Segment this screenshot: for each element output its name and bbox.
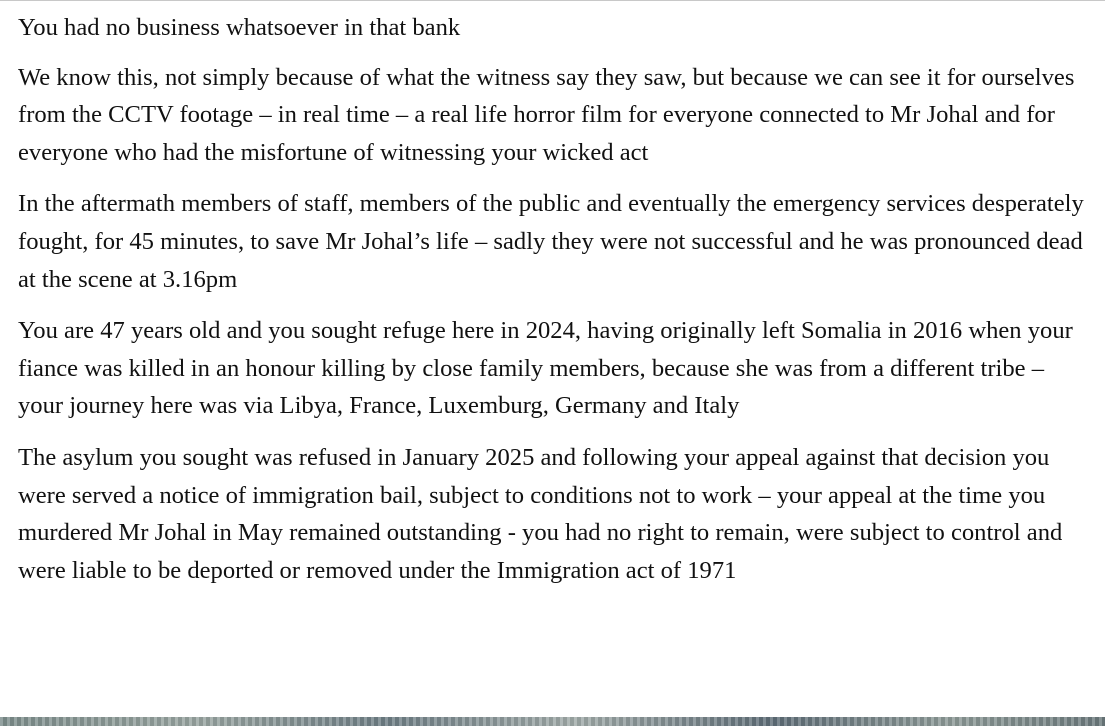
document-body [18, 9, 1093, 603]
paragraph-4: You are 47 years old and you sought refuge here in 2024, having originally left Somalia in 2016 when your fiance was killed in an honour killing by close family members, because she was from a different tribe – your journey here was via Libya, France, Luxemburg, Germany and Italy [18, 317, 1073, 420]
paragraph-2: We know this, not simply because of what the witness say they saw, but because we can see it for ourselves from the CCTV footage – in real time – a real life horror film for everyone connected to Mr Johal and for everyone who had the misfortune of witnessing your wicked act [18, 63, 1075, 166]
paragraph-3: In the aftermath members of staff, members of the public and eventually the emergency services desperately fought, for 45 minutes, to save Mr Johal’s life – sadly they were not successful and he was pronounced dead at the scene at 3.16pm [18, 190, 1084, 293]
paragraph-5: The asylum you sought was refused in January 2025 and following your appeal against that decision you were served a notice of immigration bail, subject to conditions not to work – your appeal at the time you murdered Mr Johal in May remained outstanding - you had no right to remain, were subject to control and were liable to be deported or removed under the Immigration act of 1971 [18, 443, 1063, 584]
paragraph-1: You had no business whatsoever in that bank [18, 14, 461, 41]
background-image-strip [0, 717, 1105, 726]
